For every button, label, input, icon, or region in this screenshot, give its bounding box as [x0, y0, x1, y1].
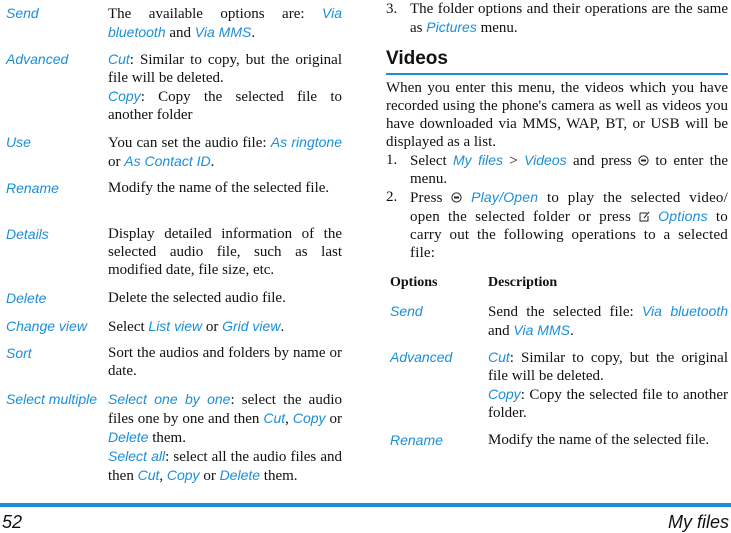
ok-key-icon: [638, 155, 649, 166]
option-description: [108, 386, 342, 485]
row-details: [6, 221, 342, 285]
option-ref: Copy: [488, 386, 521, 402]
page-number: 52: [2, 512, 23, 532]
list-item: [386, 151, 728, 188]
option-description: Modify the name of the selected file.: [488, 432, 710, 448]
option-ref: Cut: [108, 51, 130, 67]
option-ref: Select one by one: [108, 391, 231, 407]
desc-text: Press: [410, 190, 452, 206]
desc-text: to carry out the following operations to a selected file:: [410, 209, 728, 261]
option-description: Delete the selected audio file.: [108, 290, 286, 306]
desc-text: Send the selected file:: [488, 304, 642, 320]
list-item: [386, 0, 728, 37]
option-description: [108, 46, 342, 124]
desc-text: and press: [566, 153, 639, 169]
desc-text: ,: [159, 468, 167, 484]
intro-paragraph: When you enter this menu, the videos which you have recorded using the phone's camera as well as videos you have downloaded via MMS, WAP, BT, or USB will be displayed as a list.: [386, 80, 728, 150]
option-description: Display detailed information of the selected audio file, such as last modified date, file size, etc.: [108, 226, 342, 278]
option-description: Sort the audios and folders by name or date.: [108, 345, 342, 379]
desc-text: them.: [148, 430, 186, 446]
row-delete: [6, 285, 342, 313]
ok-key-icon: [451, 192, 462, 203]
option-description: [488, 344, 728, 422]
option-ref: Via MMS: [513, 322, 570, 338]
desc-text: or: [202, 319, 223, 335]
option-ref: Pictures: [426, 19, 477, 35]
row-send: [386, 298, 728, 344]
row-rename: [386, 427, 728, 455]
option-ref: List view: [148, 318, 203, 334]
desc-text: them.: [260, 468, 298, 484]
option-ref: Cut: [488, 349, 510, 365]
section-title: My files: [667, 512, 729, 532]
option-ref: Select all: [108, 448, 166, 464]
list-number: 1.: [386, 152, 398, 168]
row-rename: [6, 175, 342, 221]
footer-rule: [0, 503, 731, 507]
option-ref: Via bluetooth: [641, 303, 728, 319]
continued-list: [386, 0, 728, 37]
option-ref: Delete: [108, 429, 149, 445]
right-column: [386, 0, 728, 455]
page-footer: [0, 503, 731, 533]
left-options-table: [6, 0, 343, 484]
header-options: Options: [390, 275, 438, 290]
option-key: Rename: [6, 180, 59, 196]
option-ref: As ringtone: [270, 134, 342, 150]
row-send: [6, 0, 342, 46]
desc-text: : select all the audio files and then: [108, 449, 342, 484]
desc-text: ,: [285, 411, 293, 427]
row-change-view: [6, 313, 342, 340]
section-heading: Videos: [386, 48, 448, 69]
table-header-row: [386, 270, 728, 298]
option-ref: Videos: [524, 152, 567, 168]
option-ref: Copy: [166, 467, 200, 483]
desc-text: Select: [410, 153, 453, 169]
option-key: Rename: [390, 432, 443, 448]
desc-text: : select the audio files one by one and then: [108, 392, 342, 427]
desc-text: The available options are:: [108, 6, 323, 22]
option-ref: Play: [471, 189, 500, 205]
list-number: 3.: [386, 1, 398, 17]
list-number: 2.: [386, 189, 398, 205]
desc-text: Select: [108, 319, 149, 335]
option-ref: Copy: [292, 410, 326, 426]
row-sort: [6, 340, 342, 386]
option-ref: My files: [452, 152, 503, 168]
option-key: Sort: [6, 345, 32, 361]
option-key: Advanced: [390, 349, 453, 365]
option-description: [488, 298, 728, 340]
option-description: [108, 0, 342, 42]
option-ref: Options: [658, 208, 708, 224]
option-separator: /: [499, 189, 504, 205]
desc-text: >: [502, 153, 525, 169]
option-key: Advanced: [6, 51, 69, 67]
desc-text: to play the selected video/ open the selected folder or press: [410, 190, 728, 225]
row-advanced: [386, 344, 728, 427]
option-key: Details: [6, 226, 49, 242]
desc-text: : Copy the selected file to another folder: [108, 89, 342, 123]
header-description: Description: [488, 275, 558, 290]
row-advanced: [6, 46, 342, 129]
desc-text: and: [165, 25, 195, 41]
desc-text: to enter the menu.: [410, 153, 728, 187]
desc-text: : Copy the selected file to another folder.: [488, 387, 728, 421]
option-key: Send: [390, 303, 423, 319]
option-key: Delete: [6, 290, 47, 306]
desc-text: or: [199, 468, 220, 484]
option-ref: Delete: [219, 467, 261, 483]
option-ref: As Contact ID: [124, 153, 211, 169]
desc-text: .: [280, 319, 285, 335]
option-key: Use: [6, 134, 31, 150]
option-ref: Cut: [263, 410, 286, 426]
option-ref: Grid view: [222, 318, 281, 334]
left-softkey-icon: [639, 211, 650, 222]
desc-text: : Similar to copy, but the original file will be deleted.: [108, 52, 342, 86]
desc-text: and: [488, 323, 514, 339]
option-key: Send: [6, 5, 39, 21]
row-select-multiple: [6, 386, 343, 484]
option-description: [108, 313, 342, 336]
option-ref: Via bluetooth: [108, 5, 342, 40]
desc-text: or: [108, 154, 125, 170]
option-key: Change view: [6, 318, 87, 334]
list-item: [386, 188, 728, 262]
option-ref: Cut: [137, 467, 160, 483]
desc-text: or: [325, 411, 343, 427]
option-ref: Via MMS: [194, 24, 252, 40]
steps-list: [386, 151, 728, 262]
desc-text: The folder options and their operations are the same as: [410, 1, 728, 36]
option-description: Modify the name of the selected file.: [108, 180, 330, 196]
desc-text: : Similar to copy, but the original file will be deleted.: [488, 350, 728, 384]
row-use: [6, 129, 342, 175]
desc-text: .: [210, 154, 215, 170]
option-key: Select multiple: [6, 391, 98, 407]
option-ref: Copy: [108, 88, 141, 104]
option-ref: Open: [503, 189, 539, 205]
option-description: [108, 129, 342, 171]
desc-text: .: [251, 25, 256, 41]
heading-rule: [386, 73, 728, 75]
desc-text: You can set the audio file:: [108, 135, 271, 151]
desc-text: .: [569, 323, 574, 339]
desc-text: menu.: [476, 20, 518, 36]
